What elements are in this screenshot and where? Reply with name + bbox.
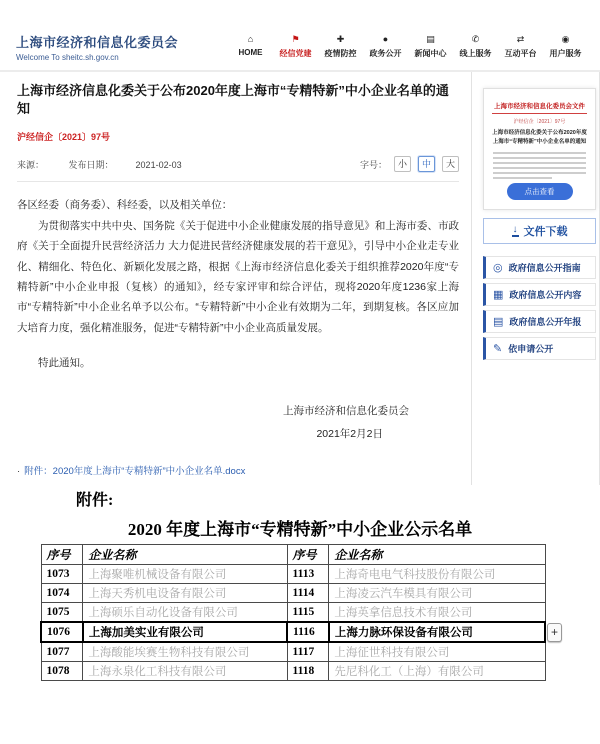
top-nav [228,34,588,59]
article-paragraph: 为贯彻落实中共中央、国务院《关于促进中小企业健康发展的指导意见》和上海市委、市政府《关于全面提升民营经济活力 大力促进民营经济健康发展的若干意见》，引导中小企业走专业化、精细化、特色化、新颖化发展之路，根据《上海市经济信息化委关于组织推荐2020年度“专精特新”中小企业申报（复核）的通知》，经专家评审和综合评估，现将2020年度1236家上海市“专精特新”中小企业名单予以公布。“专精特新”中小企业有效期为二年，到期复核。各区应加大培育力度，强化精准服务，促进“专精特新”中小企业高质量发展。 [17,219,459,334]
serial-number: 1073 [41,565,83,584]
table-row [41,642,545,662]
meta-left [17,158,226,171]
bullet-icon: · [17,466,21,478]
company-table [40,544,546,681]
attachment-row [17,463,459,477]
table-row [41,565,545,584]
company-name: 上海酸能埃赛生物科技有限公司 [83,642,287,662]
download-icon: ↓ [512,223,518,235]
gov-info-item-label: 政府信息公开内容 [509,289,582,300]
site-subtitle: Welcome To sheitc.sh.gov.cn [16,53,119,62]
document-preview-card[interactable] [483,88,596,210]
table-row [41,622,545,642]
col-header-no-left: 序号 [41,545,83,565]
font-size-button[interactable]: 大 [442,156,459,172]
gov-affairs-icon: ● [382,34,389,44]
nav-item-label: 经信党建 [279,49,312,58]
article-meta [17,156,459,182]
gov-info-item[interactable] [483,256,596,279]
article-body [17,195,459,374]
col-header-name-left: 企业名称 [83,545,287,565]
download-label: 文件下载 [523,225,568,238]
company-name: 上海天秀机电设备有限公司 [83,584,287,603]
window-grid-icon: ▦ [493,288,504,301]
company-name: 上海加美实业有限公司 [83,622,287,642]
site-header [0,0,600,72]
gov-info-list [483,256,596,360]
nav-item-label: 政务公开 [369,49,402,58]
signature-org: 上海市经济和信息化委员会 [283,404,409,417]
user-service-icon: ◉ [561,34,570,44]
online-service-icon: ✆ [471,34,480,44]
serial-number: 1075 [41,603,83,623]
nav-item[interactable] [228,34,273,59]
serial-number: 1113 [287,565,329,584]
table-row [41,603,545,623]
font-size-buttons [387,156,459,172]
party-flag-icon: ⚑ [291,34,300,44]
col-header-name-right: 企业名称 [329,545,545,565]
serial-number: 1076 [41,622,83,642]
epidemic-cross-icon: ✚ [336,34,345,44]
edit-pen-icon: ✎ [493,342,503,355]
col-header-no-right: 序号 [287,545,329,565]
preview-title: 上海市经济和信息化委员会文件 [494,103,585,110]
serial-number: 1118 [287,662,329,681]
table-row [41,584,545,603]
nav-item[interactable] [408,34,453,59]
company-name: 上海硕乐自动化设备有限公司 [83,603,287,623]
company-name: 上海凌云汽车模具有限公司 [329,584,545,603]
company-name: 先尼科化工（上海）有限公司 [329,662,545,681]
nav-item[interactable] [453,34,498,59]
nav-item-label: 用户服务 [549,49,582,58]
preview-text-lines [490,152,589,179]
article-notice-line: 特此通知。 [38,357,91,370]
home-icon: ⌂ [247,34,254,44]
right-sidebar [483,88,596,364]
news-icon: ▤ [426,34,435,44]
site-title: 上海市经济和信息化委员会 [16,35,179,50]
page-title: 上海市经济信息化委关于公布2020年度上海市“专精特新”中小企业名单的通知 [17,83,449,116]
font-size-button[interactable]: 小 [394,156,411,172]
company-name: 上海征世科技有限公司 [329,642,545,662]
font-size-selector [360,156,459,172]
serial-number: 1077 [41,642,83,662]
signature-block [17,400,459,446]
nav-item[interactable] [498,34,543,59]
serial-number: 1117 [287,642,329,662]
table-row [41,662,545,681]
preview-doc-title: 上海市经济信息化委关于公布2020年度上海市“专精特新”中小企业名单的通知 [492,130,587,145]
nav-item-label: 线上服务 [459,49,492,58]
compass-icon: ◎ [493,261,503,274]
nav-item-label: HOME [238,48,263,57]
company-name: 上海奇电电气科技股份有限公司 [329,565,545,584]
serial-number: 1116 [287,622,329,642]
company-name: 上海聚唯机械设备有限公司 [83,565,287,584]
company-name: 上海力脉环保设备有限公司 [329,622,545,642]
gov-info-item[interactable] [483,337,596,360]
content-wrapper [0,72,600,485]
notice-article [0,72,472,485]
gov-info-item-label: 政府信息公开指南 [508,262,581,273]
serial-number: 1074 [41,584,83,603]
gov-info-item[interactable] [483,283,596,306]
nav-item-label: 新闻中心 [414,49,447,58]
company-name: 上海永泉化工科技有限公司 [83,662,287,681]
article-salutation: 各区经委（商务委）、科经委，以及相关单位： [17,199,233,212]
printer-icon: ▤ [493,315,504,328]
company-table-header [41,545,545,565]
gov-info-item[interactable] [483,310,596,333]
nav-item[interactable] [318,34,363,59]
nav-item[interactable] [363,34,408,59]
signature-date: 2021年2月2日 [316,427,383,440]
file-download-button[interactable] [483,218,596,244]
source-label: 来源： [17,159,45,170]
document-number: 沪经信企〔2021〕97号 [17,132,111,143]
font-size-button[interactable]: 中 [418,156,435,172]
preview-divider [492,113,587,114]
serial-number: 1115 [287,603,329,623]
site-logo[interactable] [16,32,178,62]
attachment-link[interactable]: 附件：2020年度上海市“专精特新”中小企业名单.docx [24,466,246,478]
serial-number: 1114 [287,584,329,603]
nav-item[interactable] [273,34,318,59]
expand-plus-button[interactable]: + [547,623,562,642]
serial-number: 1078 [41,662,83,681]
interaction-icon: ⇄ [516,34,525,44]
gov-info-item-label: 依申请公开 [508,343,554,354]
nav-item-label: 疫情防控 [324,49,357,58]
view-document-button[interactable]: 点击查看 [507,183,573,200]
gov-info-item-label: 政府信息公开年报 [509,316,582,327]
attachment-document [0,487,600,681]
publish-date: 发布日期： 2021-02-03 [68,159,182,170]
company-name: 上海英拿信息技术有限公司 [329,603,545,623]
company-table-title: 2020 年度上海市“专精特新”中小企业公示名单 [127,520,473,540]
attachment-label: 附件: [76,492,114,510]
nav-item-label: 互动平台 [504,49,537,58]
nav-item[interactable] [543,34,588,59]
preview-doc-number: 沪经信企〔2021〕97号 [513,119,566,125]
font-size-label: 字号： [359,159,387,170]
